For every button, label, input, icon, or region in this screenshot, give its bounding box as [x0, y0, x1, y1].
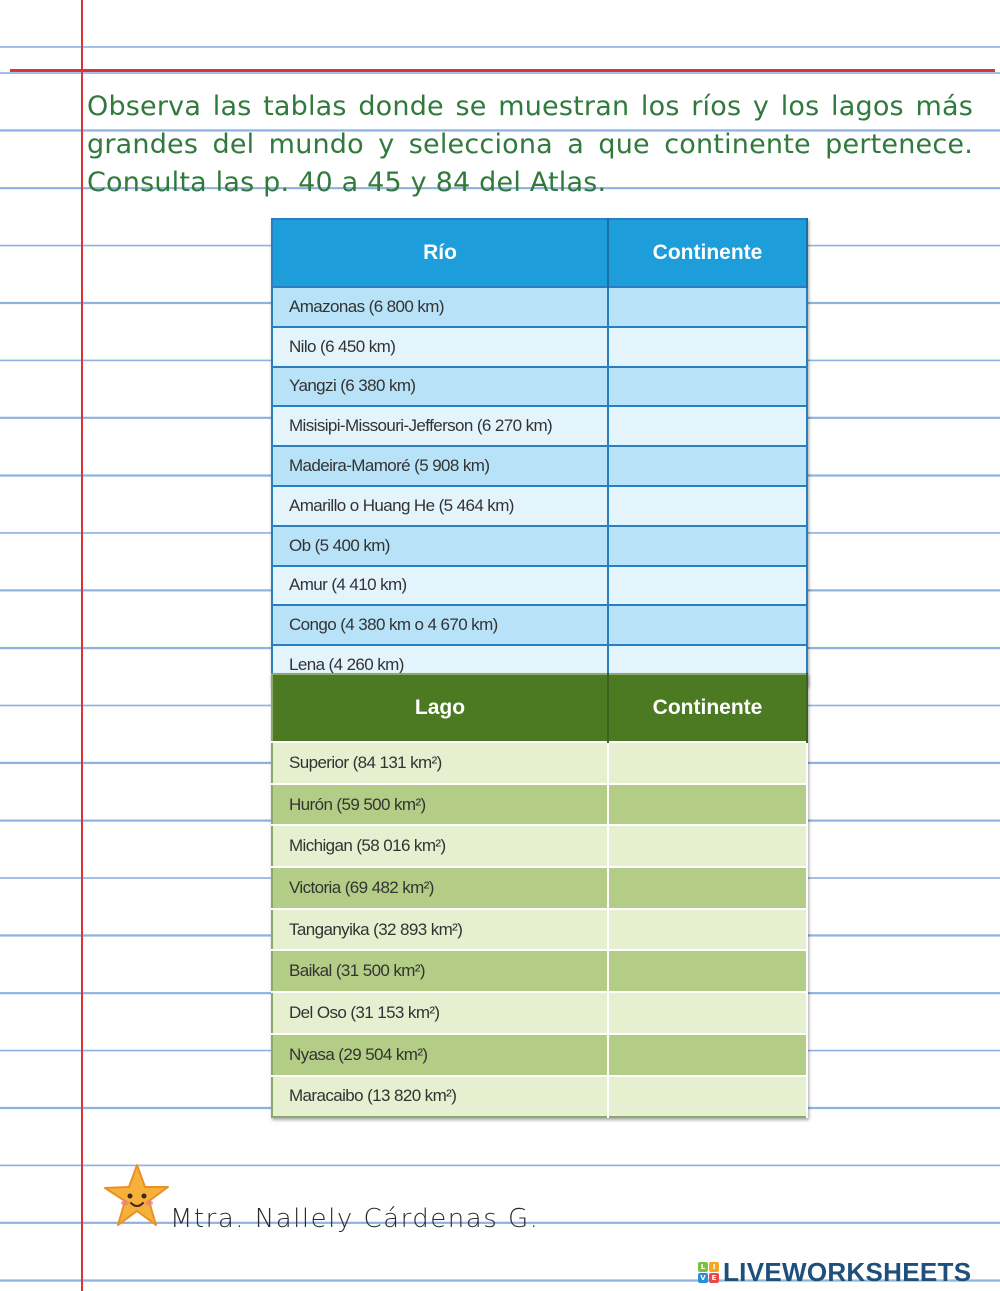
river-row — [272, 287, 807, 327]
lake-continent-answer[interactable] — [608, 825, 807, 867]
lake-continent-answer[interactable] — [608, 992, 807, 1034]
rivers-table — [271, 218, 808, 686]
lake-row — [272, 950, 807, 992]
river-continent-answer[interactable] — [608, 526, 807, 566]
lakes-col-continent: Continente — [608, 674, 807, 742]
river-row — [272, 406, 807, 446]
lake-row — [272, 909, 807, 951]
river-name: Nilo (6 450 km) — [272, 327, 608, 367]
river-row — [272, 566, 807, 606]
river-name: Misisipi-Missouri-Jefferson (6 270 km) — [272, 406, 608, 446]
lakes-header-row — [272, 674, 807, 742]
river-name: Amur (4 410 km) — [272, 566, 608, 606]
river-continent-answer[interactable] — [608, 566, 807, 606]
lake-row — [272, 1076, 807, 1118]
river-name: Lena (4 260 km) — [272, 645, 608, 685]
river-continent-answer[interactable] — [608, 287, 807, 327]
lake-name: Michigan (58 016 km²) — [272, 825, 608, 867]
lake-name: Baikal (31 500 km²) — [272, 950, 608, 992]
river-continent-answer[interactable] — [608, 605, 807, 645]
lake-name: Victoria (69 482 km²) — [272, 867, 608, 909]
lake-row — [272, 742, 807, 784]
liveworksheets-brand[interactable] — [698, 1257, 971, 1288]
lake-name: Superior (84 131 km²) — [272, 742, 608, 784]
lake-name: Nyasa (29 504 km²) — [272, 1034, 608, 1076]
lake-continent-answer[interactable] — [608, 784, 807, 826]
lake-continent-answer[interactable] — [608, 1034, 807, 1076]
notebook-margin-line — [81, 0, 83, 1291]
lake-row — [272, 1034, 807, 1076]
lakes-col-lake: Lago — [272, 674, 608, 742]
river-continent-answer[interactable] — [608, 446, 807, 486]
river-name: Amarillo o Huang He (5 464 km) — [272, 486, 608, 526]
lakes-table — [271, 673, 808, 1118]
lake-name: Hurón (59 500 km²) — [272, 784, 608, 826]
river-name: Amazonas (6 800 km) — [272, 287, 608, 327]
lake-name: Tanganyika (32 893 km²) — [272, 909, 608, 951]
river-row — [272, 367, 807, 407]
river-continent-answer[interactable] — [608, 327, 807, 367]
author-signature: Mtra. Nallely Cárdenas G. — [170, 1204, 540, 1234]
river-continent-answer[interactable] — [608, 367, 807, 407]
river-name: Yangzi (6 380 km) — [272, 367, 608, 407]
lake-name: Del Oso (31 153 km²) — [272, 992, 608, 1034]
lake-name: Maracaibo (13 820 km²) — [272, 1076, 608, 1118]
river-row — [272, 526, 807, 566]
lake-row — [272, 867, 807, 909]
smiling-star-icon — [101, 1163, 169, 1231]
river-continent-answer[interactable] — [608, 486, 807, 526]
river-row — [272, 327, 807, 367]
river-name: Congo (4 380 km o 4 670 km) — [272, 605, 608, 645]
lake-continent-answer[interactable] — [608, 867, 807, 909]
river-row — [272, 605, 807, 645]
lake-row — [272, 825, 807, 867]
river-row — [272, 446, 807, 486]
liveworksheets-logo-icon: L I V E — [698, 1262, 719, 1283]
lake-continent-answer[interactable] — [608, 1076, 807, 1118]
river-continent-answer[interactable] — [608, 406, 807, 446]
lake-row — [272, 784, 807, 826]
river-row — [272, 486, 807, 526]
river-name: Madeira-Mamoré (5 908 km) — [272, 446, 608, 486]
lake-continent-answer[interactable] — [608, 909, 807, 951]
lake-row — [272, 992, 807, 1034]
notebook-header-line — [10, 69, 995, 72]
instructions-text: Observa las tablas donde se muestran los ríos y los lagos más grandes del mundo y selecciona a que continente pertenece. Consulta las p. 40 a 45 y 84 del Atlas. — [87, 91, 973, 198]
river-name: Ob (5 400 km) — [272, 526, 608, 566]
rivers-header-row — [272, 219, 807, 287]
lake-continent-answer[interactable] — [608, 742, 807, 784]
rivers-col-continent: Continente — [608, 219, 807, 287]
rivers-col-river: Río — [272, 219, 608, 287]
lake-continent-answer[interactable] — [608, 950, 807, 992]
brand-name: LIVEWORKSHEETS — [723, 1257, 972, 1287]
